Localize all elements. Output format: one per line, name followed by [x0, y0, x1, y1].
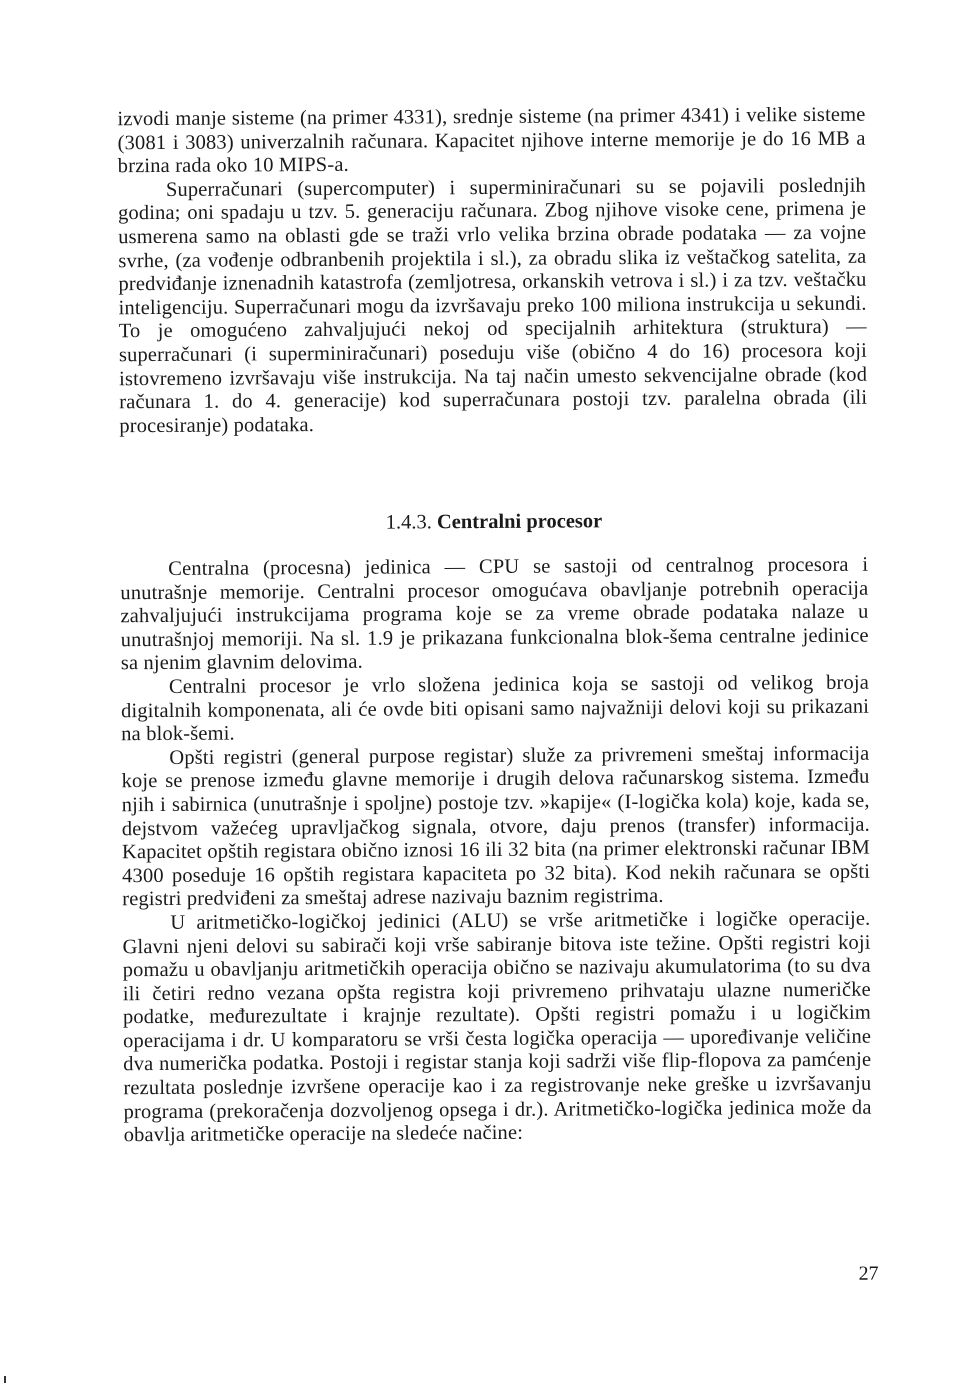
paragraph-alu: U aritmetičko-logičkoj jedinici (ALU) se vrše aritmetičke i logičke operacije. Glavni njeni delovi su sabirači koji vrše sabiranje bitova iste težine. Opšti registri koji pomažu u obavljanju aritmetičkih operacija obično se nazivaju akumulatorima (to su dva ili četiri redno vezana opšta registra koji privremeno prihvataju ulazne numeričke podatke, međurezultate i krajnje rezultate). Opšti registri pomažu i u logičkim operacijama i dr. U komparatoru se vrši česta logička operacija — upoređivanje veličine dva numerička podatka. Postoji i registar stanja koji sadrži više flip-flopova za pamćenje rezultata poslednje izvršene operacije kao i za registrovanje neke greške u izvršavanju programa (prekoračenja dozvoljenog opsega i dr.). Aritmetičko-logička jedinica može da obavlja aritmetičke operacije na sledeće načine:	[122, 907, 872, 1147]
scan-edge-mark	[4, 1376, 6, 1383]
page-number: 27	[858, 1262, 879, 1285]
section-heading	[120, 508, 868, 537]
paragraph-continued: izvodi manje sisteme (na primer 4331), srednje sisteme (na primer 4341) i velike sisteme (3081 i 3083) univerzalnih računara. Kapacitet njihove interne memorije je do 16 MB a brzina rada oko 10 MIPS-a.	[117, 103, 866, 178]
paragraph-superracunari: Superračunari (supercomputer) i superminiračunari su se pojavili poslednjih godina; oni spadaju u tzv. 5. generaciju računara. Zbog njihove visoke cene, primena je usmerena samo na oblasti gde se traži vrlo velika brzina obrade podataka — za vojne svrhe, (za vođenje odbranbenih projektila i sl.), za obradu slika iz veštačkog satelita, za predviđanje iznenadnih katastrofa (zemljotresa, orkanskih vetrova i sl.) i za tzv. veštačku inteligenciju. Superračunari mogu da izvršavaju preko 100 miliona instrukcija u sekundi. To je omogućeno zahvaljujući nekoj od specijalnih arhitektura (struktura) — superračunari (i superminiračunari) poseduju više (obično 4 do 16) procesora koji istovremeno izvršavaju više instrukcija. Na taj način umesto sekvencijalne obrade (kod računara 1. do 4. generacije) kod superračunara postoji tzv. paralelna obrada (ili procesiranje) podataka.	[117, 174, 868, 437]
section-text-block	[120, 554, 872, 1148]
paragraph-cpu: Centralna (procesna) jedinica — CPU se sastoji od centralnog procesora i unutrašnje memorije. Centralni procesor omogućava obavljanje potrebnih operacija zahvaljujući instrukcijama programa koje se za vreme obrade podataka nalaze u unutrašnjoj memoriji. Na sl. 1.9 je prikazana funkcionalna blok-šema centralne jedinice sa njenim glavnim delovima.	[120, 553, 869, 675]
paragraph-centralni-procesor: Centralni procesor je vrlo složena jedinica koja se sastoji od velikog broja digitalnih komponenata, ali će ovde biti opisani samo najvažniji delovi koji su prikazani na blok-šemi.	[121, 671, 870, 746]
section-number: 1.4.3.	[385, 511, 432, 534]
paragraph-opsti-registri: Opšti registri (general purpose registar) služe za privremeni smeštaj informacija koje se prenose između glavne memorije i drugih delova računarskog sistema. Između njih i sabirnica (unutrašnje i spoljne) postoje tzv. »kapije« (I-logička kola) koje, kada se, dejstvom važećeg upravljačkog signala, otvore, daju prenos (transfer) informacija. Kapacitet opštih registara obično iznosi 16 ili 32 bita (na primer elektronski računar IBM 4300 poseduje 16 opštih registara kapaciteta po 32 bita). Kod nekih računara se opšti registri predviđeni za smeštaj adrese nazivaju baznim registrima.	[121, 742, 871, 911]
section-title: Centralni procesor	[436, 510, 603, 534]
continued-text-block	[117, 104, 867, 439]
